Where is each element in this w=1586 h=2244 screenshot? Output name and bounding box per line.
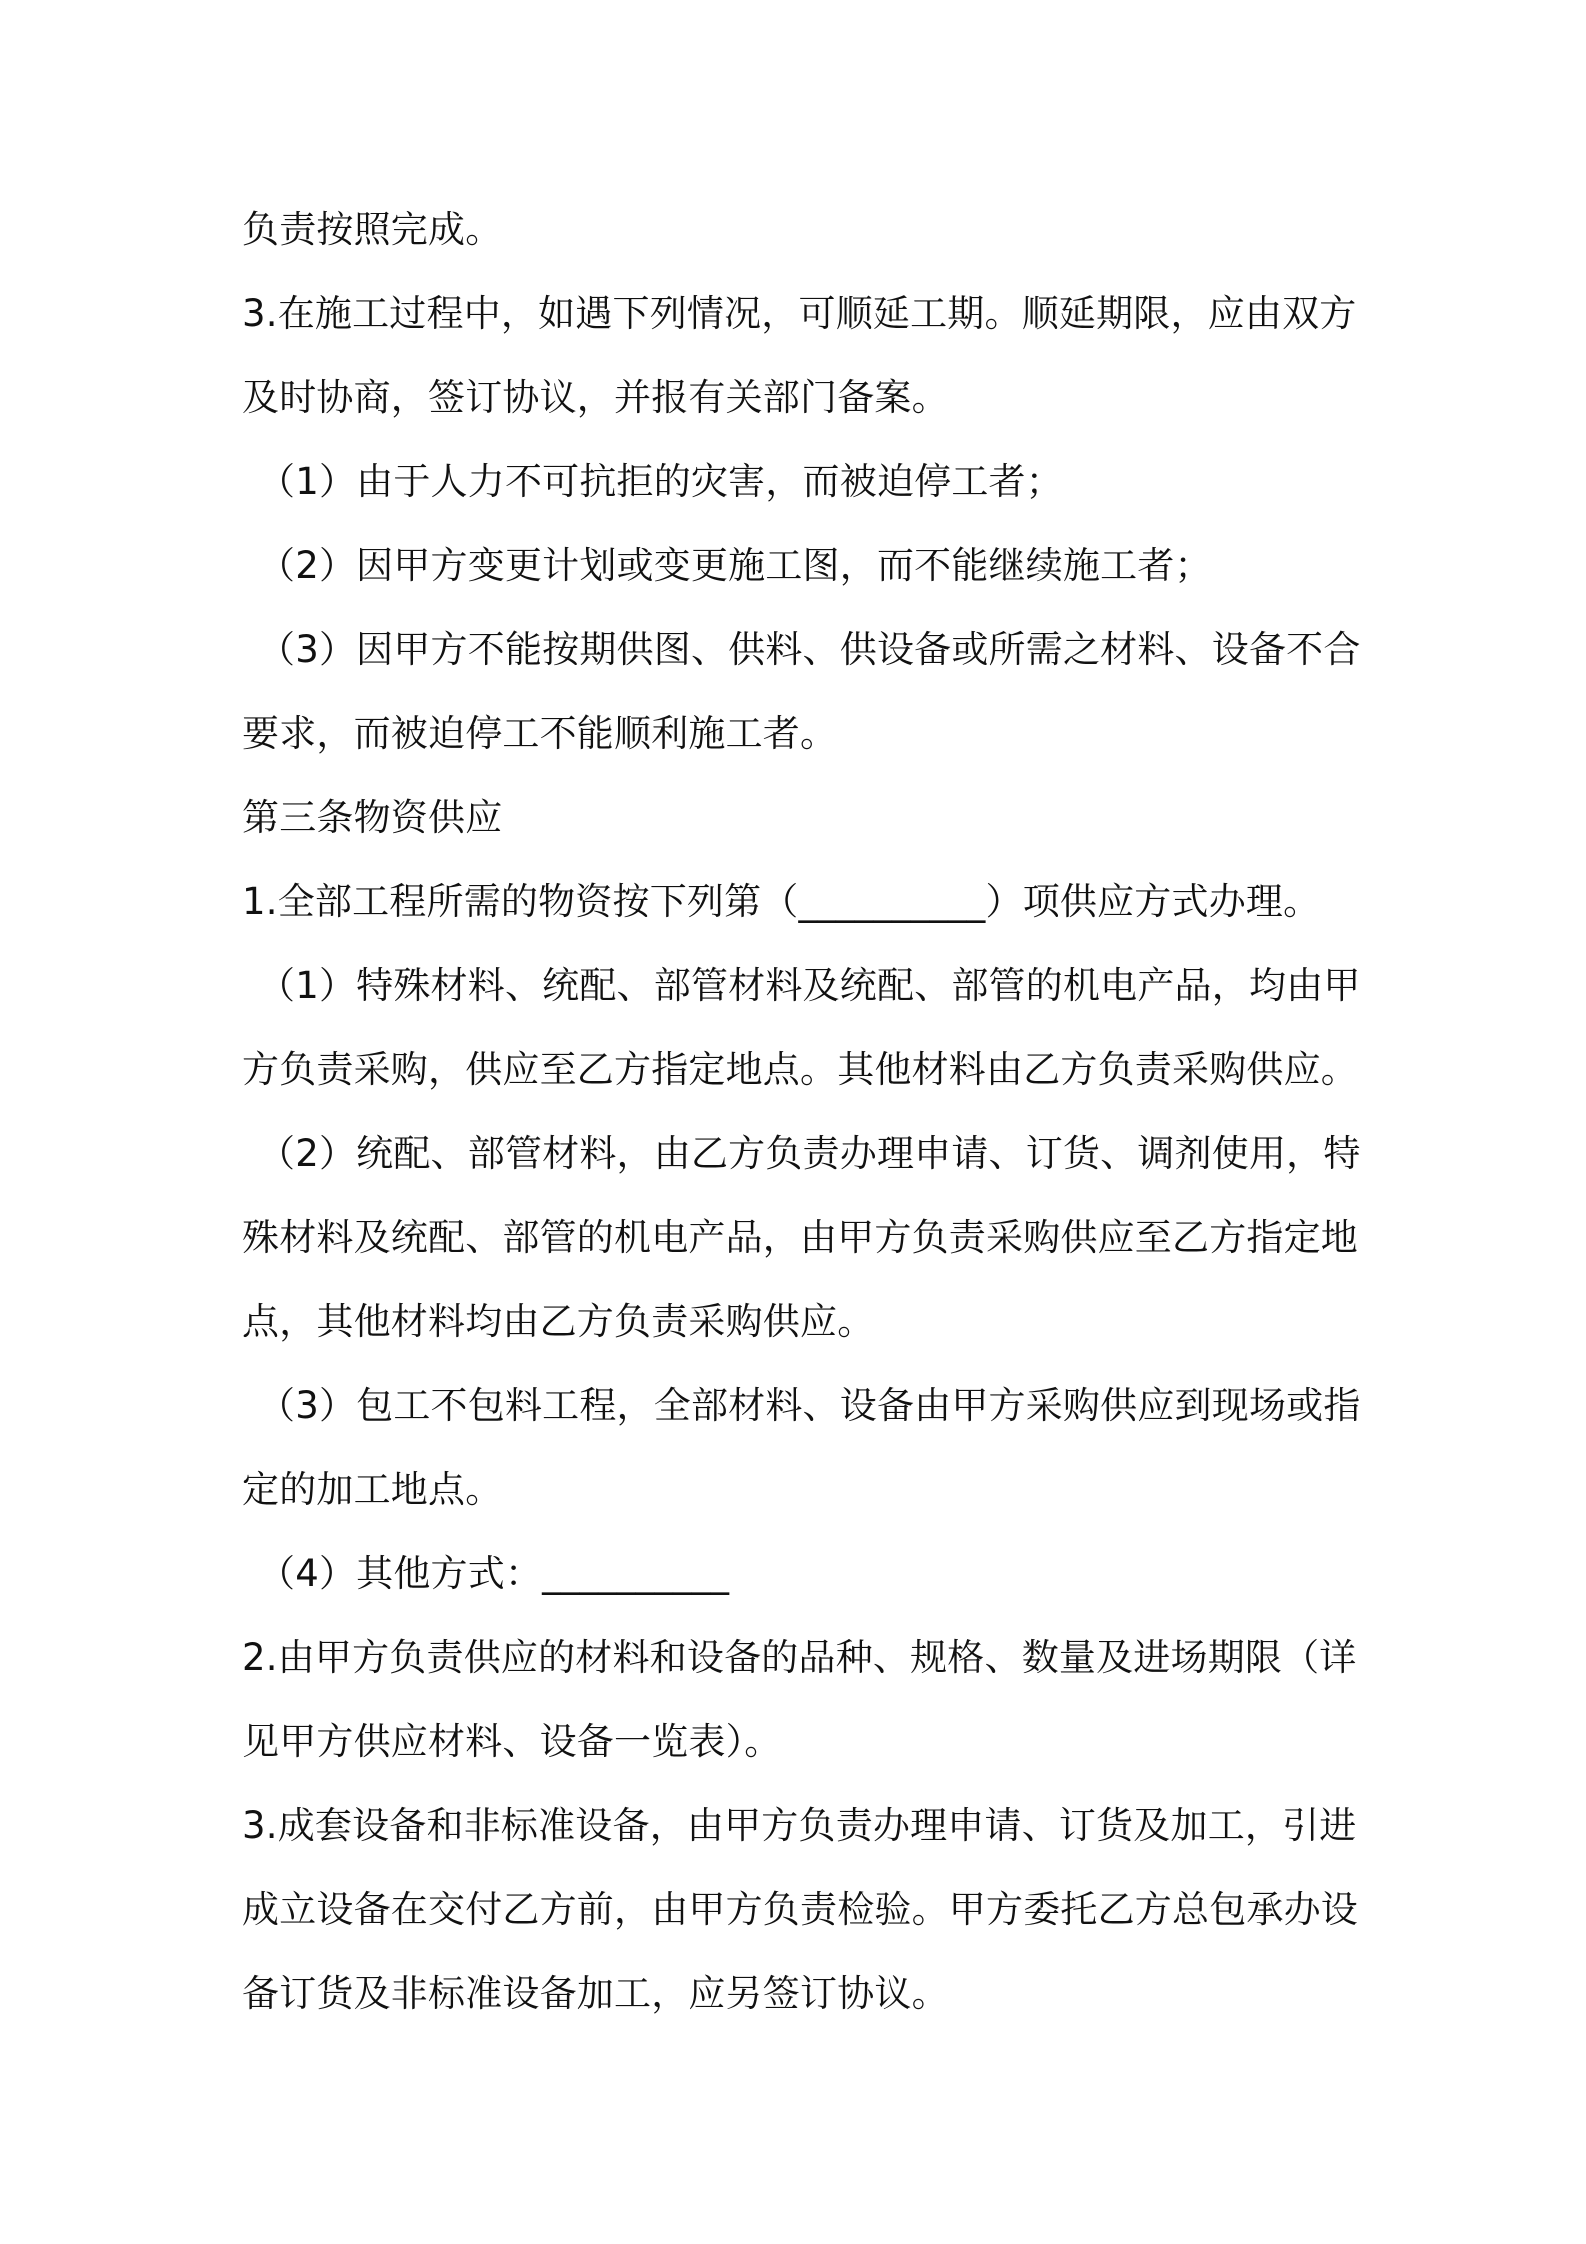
- section-heading: 第三条物资供应: [242, 796, 503, 839]
- text-line-19: 见甲方供应材料、设备一览表）。: [242, 1720, 782, 1763]
- text-line-15: （3）包工不包料工程，全部材料、设备由甲方采购供应到现场或指: [258, 1384, 1361, 1427]
- text-line-12: （2）统配、部管材料，由乙方负责办理申请、订货、调剂使用，特: [258, 1132, 1361, 1175]
- text-line-17: （4）其他方式：__________: [258, 1552, 730, 1595]
- text-line-21: 成立设备在交付乙方前，由甲方负责检验。甲方委托乙方总包承办设: [242, 1888, 1358, 1931]
- text-line-5: （2）因甲方变更计划或变更施工图，而不能继续施工者；: [258, 544, 1212, 587]
- text-line-20: 3.成套设备和非标准设备，由甲方负责办理申请、订货及加工，引进: [242, 1804, 1357, 1847]
- text-line-4: （1）由于人力不可抗拒的灾害，而被迫停工者；: [258, 460, 1063, 503]
- text-line-10: （1）特殊材料、统配、部管材料及统配、部管的机电产品，均由甲: [258, 964, 1361, 1007]
- text-line-22: 备订货及非标准设备加工，应另签订协议。: [242, 1972, 949, 2015]
- text-line-6: （3）因甲方不能按期供图、供料、供设备或所需之材料、设备不合: [258, 628, 1361, 671]
- text-line-7: 要求，而被迫停工不能顺利施工者。: [242, 712, 838, 755]
- text-line-13: 殊材料及统配、部管的机电产品，由甲方负责采购供应至乙方指定地: [242, 1216, 1358, 1259]
- text-line-3: 及时协商，签订协议，并报有关部门备案。: [242, 376, 949, 419]
- text-line-9: 1.全部工程所需的物资按下列第（__________）项供应方式办理。: [242, 880, 1321, 923]
- text-line-14: 点，其他材料均由乙方负责采购供应。: [242, 1300, 875, 1343]
- text-line-1: 负责按照完成。: [242, 208, 503, 251]
- text-line-2: 3.在施工过程中，如遇下列情况，可顺延工期。顺延期限，应由双方: [242, 292, 1357, 335]
- text-line-11: 方负责采购，供应至乙方指定地点。其他材料由乙方负责采购供应。: [242, 1048, 1358, 1091]
- text-line-16: 定的加工地点。: [242, 1468, 503, 1511]
- text-line-18: 2.由甲方负责供应的材料和设备的品种、规格、数量及进场期限（详: [242, 1636, 1357, 1679]
